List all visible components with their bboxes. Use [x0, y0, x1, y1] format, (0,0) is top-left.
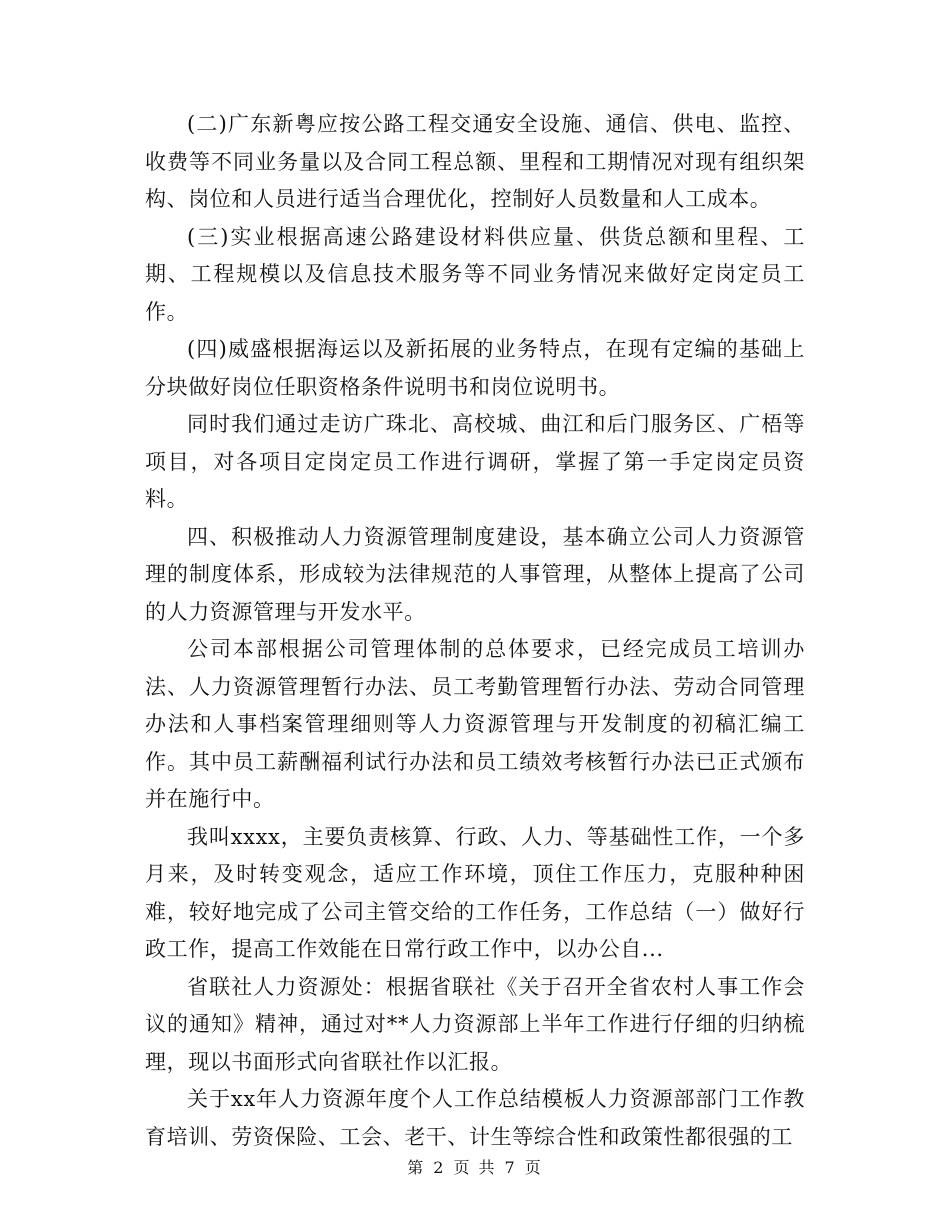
total-page-count: 7: [504, 1158, 517, 1177]
paragraph: 我叫xxxx，主要负责核算、行政、人力、等基础性工作，一个多月来，及时转变观念，适应工作环境，顶住工作压力，克服种种困难，较好地完成了公司主管交给的工作任务，工作总结（一）做好行政工作，提高工作效能在日常行政工作中，以办公自...: [145, 824, 805, 961]
page-footer: [0, 1155, 950, 1178]
paragraph: 公司本部根据公司管理体制的总体要求，已经完成员工培训办法、人力资源管理暂行办法、员工考勤管理暂行办法、劳动合同管理办法和人事档案管理细则等人力资源管理与开发制度的初稿汇编工作。其中员工薪酬福利试行办法和员工绩效考核暂行办法已正式颁布并在施行中。: [145, 637, 805, 811]
paragraph: (二)广东新粤应按公路工程交通安全设施、通信、供电、监控、收费等不同业务量以及合同工程总额、里程和工期情况对现有组织架构、岗位和人员进行适当合理优化，控制好人员数量和人工成本。: [145, 112, 805, 211]
document-body: [145, 106, 805, 1156]
paragraph: (四)威盛根据海运以及新拓展的业务特点，在现有定编的基础上分块做好岗位任职资格条件说明书和岗位说明书。: [145, 337, 805, 399]
current-page-number: 2: [433, 1158, 446, 1177]
paragraph: 省联社人力资源处：根据省联社《关于召开全省农村人事工作会议的通知》精神，通过对**人力资源部上半年工作进行仔细的归纳梳理，现以书面形式向省联社作以汇报。: [145, 974, 805, 1074]
footer-middle: 页 共: [453, 1158, 497, 1177]
paragraph: 四、积极推动人力资源管理制度建设，基本确立公司人力资源管理的制度体系，形成较为法律规范的人事管理，从整体上提高了公司的人力资源管理与开发水平。: [145, 524, 805, 624]
paragraph: (三)实业根据高速公路建设材料供应量、供货总额和里程、工期、工程规模以及信息技术服务等不同业务情况来做好定岗定员工作。: [145, 224, 805, 324]
paragraph: 同时我们通过走访广珠北、高校城、曲江和后门服务区、广梧等项目，对各项目定岗定员工作进行调研，掌握了第一手定岗定员资料。: [145, 412, 805, 511]
paragraph: 关于xx年人力资源年度个人工作总结模板人力资源部部门工作教育培训、劳资保险、工会、老干、计生等综合性和政策性都很强的工: [145, 1087, 805, 1149]
footer-prefix: 第: [407, 1158, 426, 1177]
footer-suffix: 页: [524, 1158, 543, 1177]
